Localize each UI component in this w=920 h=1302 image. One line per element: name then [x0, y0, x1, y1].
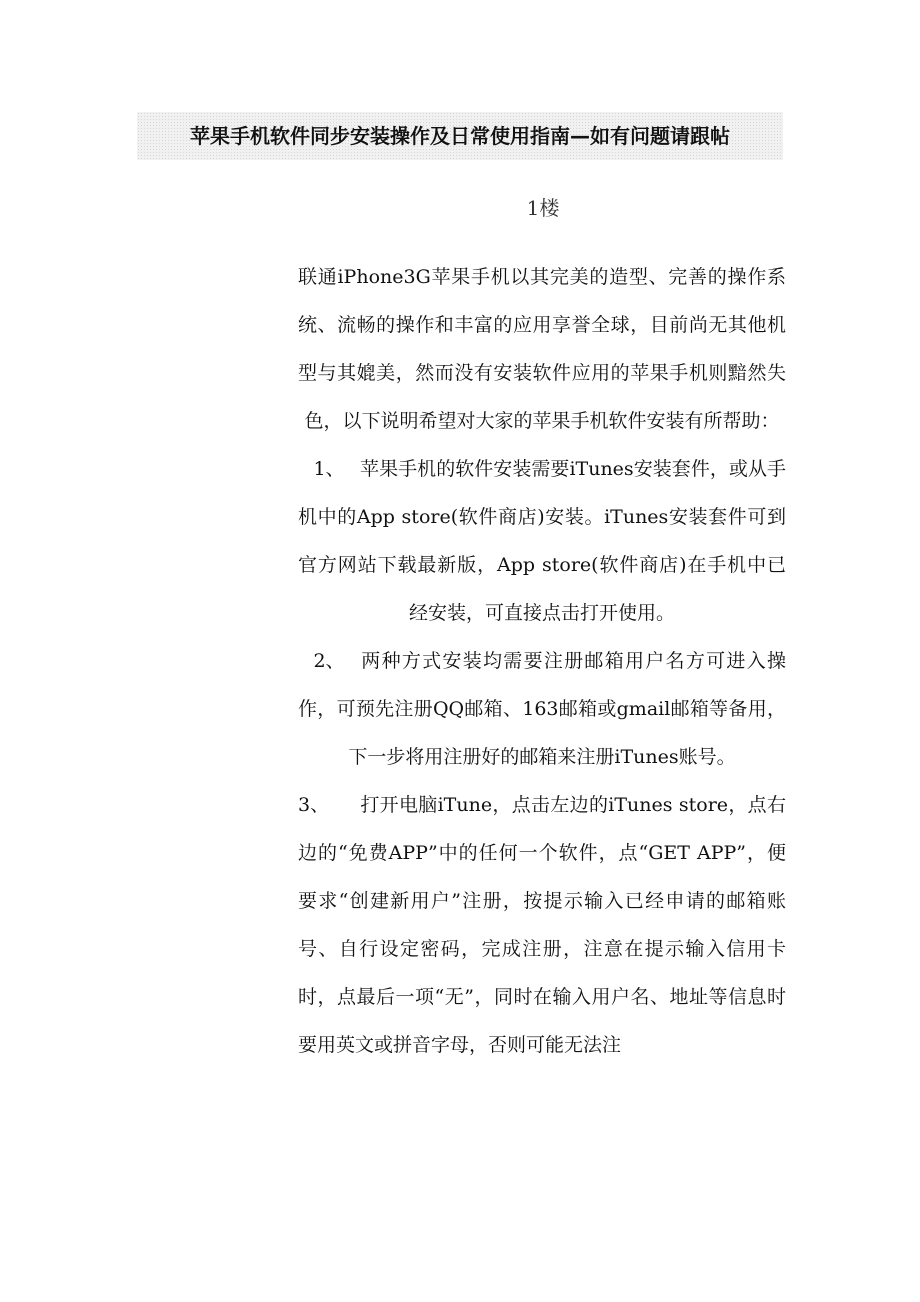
list-item-number: 2、	[313, 650, 345, 672]
list-item-number: 3、	[298, 794, 330, 816]
list-item	[298, 781, 786, 1069]
list-item	[298, 637, 786, 781]
floor-label: 1楼	[526, 196, 560, 220]
list-item-text: 苹果手机的软件安装需要iTunes安装套件，或从手机中的App store(软件商店)安装。iTunes安装套件可到官方网站下载最新版，App store(软件商店)在手机中已经安装，可直接点击打开使用。	[298, 458, 786, 624]
list-item	[298, 445, 786, 637]
document-body	[298, 253, 786, 1069]
list-item-text: 两种方式安装均需要注册邮箱用户名方可进入操作，可预先注册QQ邮箱、163邮箱或gmail邮箱等备用，下一步将用注册好的邮箱来注册iTunes账号。	[298, 650, 786, 768]
intro-paragraph: 联通iPhone3G苹果手机以其完美的造型、完善的操作系统、流畅的操作和丰富的应用享誉全球，目前尚无其他机型与其媲美，然而没有安装软件应用的苹果手机则黯然失色，以下说明希望对大家的苹果手机软件安装有所帮助：	[298, 266, 786, 432]
list-item-text: 打开电脑iTune，点击左边的iTunes store，点右边的“免费APP”中的任何一个软件，点“GET APP”，便要求“创建新用户”注册，按提示输入已经申请的邮箱账号、自行设定密码，完成注册，注意在提示输入信用卡时，点最后一项“无”，同时在输入用户名、地址等信息时要用英文或拼音字母，否则可能无法注	[298, 794, 786, 1056]
document-title: 苹果手机软件同步安装操作及日常使用指南—如有问题请跟帖	[190, 124, 730, 148]
list-item-number: 1、	[313, 458, 345, 480]
